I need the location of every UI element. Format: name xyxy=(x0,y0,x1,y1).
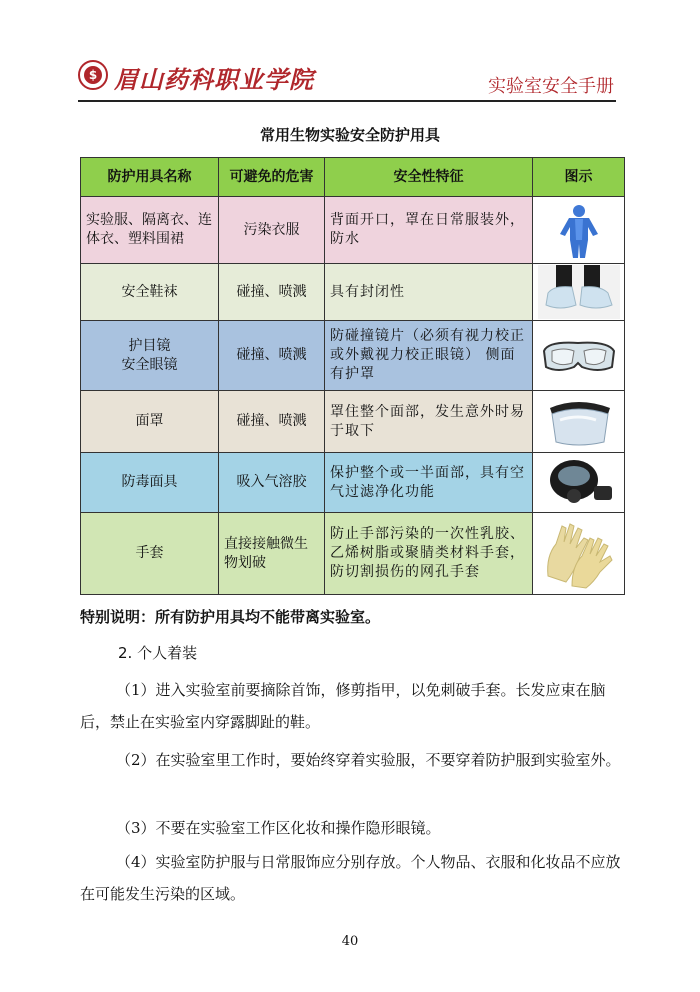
ppe-name: 护目镜 安全眼镜 xyxy=(81,321,219,391)
table-row xyxy=(81,391,625,453)
ppe-name: 手套 xyxy=(81,513,219,595)
safety-goggles-icon xyxy=(538,327,620,385)
paragraph: （3）不要在实验室工作区化妆和操作隐形眼镜。 xyxy=(116,819,441,837)
ppe-hazard: 碰撞、喷溅 xyxy=(219,391,325,453)
ppe-feature: 罩住整个面部，发生意外时易于取下 xyxy=(325,391,533,453)
table-row xyxy=(81,197,625,264)
table-row xyxy=(81,321,625,391)
special-note: 特别说明：所有防护用具均不能带离实验室。 xyxy=(80,608,381,626)
ppe-name: 实验服、隔离衣、连体衣、塑料围裙 xyxy=(81,197,219,264)
ppe-feature: 防碰撞镜片（必须有视力校正或外戴视力校正眼镜） 侧面有护罩 xyxy=(325,321,533,391)
ppe-hazard: 碰撞、喷溅 xyxy=(219,264,325,321)
ppe-name: 安全鞋袜 xyxy=(81,264,219,321)
header-rule xyxy=(78,100,616,102)
ppe-hazard: 污染衣服 xyxy=(219,197,325,264)
ppe-hazard: 吸入气溶胶 xyxy=(219,453,325,513)
table-header-row xyxy=(81,158,625,197)
ppe-feature: 具有封闭性 xyxy=(325,264,533,321)
ppe-image-cell xyxy=(533,321,625,391)
section-heading: 2. 个人着装 xyxy=(118,644,198,662)
ppe-feature: 背面开口，罩在日常服装外，防水 xyxy=(325,197,533,264)
table-row xyxy=(81,513,625,595)
manual-title: 实验室安全手册 xyxy=(488,76,614,97)
face-shield-icon xyxy=(538,394,620,450)
paragraph: （1）进入实验室前要摘除首饰，修剪指甲，以免刺破手套。长发应束在脑后，禁止在实验室内穿露脚趾的鞋。 xyxy=(80,681,606,731)
header-cell-hazard: 可避免的危害 xyxy=(219,158,325,197)
table-title: 常用生物实验安全防护用具 xyxy=(259,126,440,144)
gloves-icon xyxy=(538,516,620,592)
paragraph: （2）在实验室里工作时，要始终穿着实验服，不要穿着防护服到实验室外。 xyxy=(116,751,621,769)
ppe-image-cell xyxy=(533,513,625,595)
ppe-name: 面罩 xyxy=(81,391,219,453)
table-row xyxy=(81,453,625,513)
ppe-feature: 防止手部污染的一次性乳胶、乙烯树脂或聚腈类材料手套，防切割损伤的网孔手套 xyxy=(325,513,533,595)
ppe-hazard: 碰撞、喷溅 xyxy=(219,321,325,391)
ppe-name: 防毒面具 xyxy=(81,453,219,513)
ppe-image-cell xyxy=(533,391,625,453)
table-row xyxy=(81,264,625,321)
page-number: 40 xyxy=(341,934,359,949)
ppe-image-cell xyxy=(533,197,625,264)
header-cell-feature: 安全性特征 xyxy=(325,158,533,197)
ppe-image-cell xyxy=(533,453,625,513)
college-logo-text: 眉山药科职业学院 xyxy=(114,65,314,94)
shoe-covers-icon xyxy=(538,265,620,319)
ppe-image-cell xyxy=(533,264,625,321)
ppe-hazard: 直接接触微生物划破 xyxy=(219,513,325,595)
header-cell-image: 图示 xyxy=(533,158,625,197)
ppe-feature: 保护整个或一半面部，具有空气过滤净化功能 xyxy=(325,453,533,513)
college-seal-icon: $ xyxy=(78,60,108,90)
gas-mask-icon xyxy=(538,456,620,510)
protective-suit-icon xyxy=(538,200,620,260)
page-header xyxy=(78,56,616,102)
header-cell-name: 防护用具名称 xyxy=(81,158,219,197)
paragraph: （4）实验室防护服与日常服饰应分别存放。个人物品、衣服和化妆品不应放在可能发生污染的区域。 xyxy=(80,853,621,903)
ppe-table xyxy=(80,157,625,595)
